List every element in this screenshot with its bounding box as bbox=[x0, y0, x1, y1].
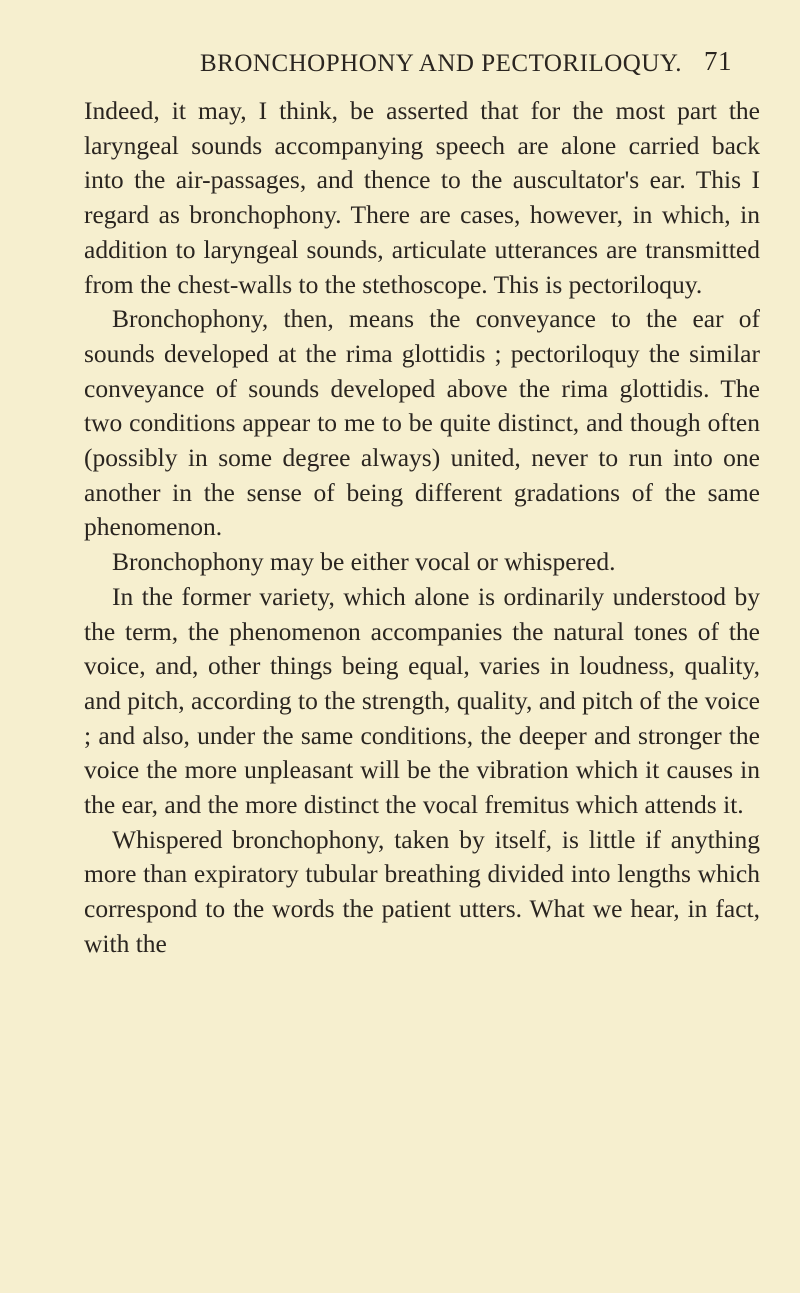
paragraph-2: Bronchophony, then, means the conveyance to the ear of sounds developed at the rima glottidis ; pectoriloquy the similar conveyance of sounds developed above the rima glottidis. The two conditions appear to me to be quite distinct, and though often (possibly in some degree always) united, never to run into one another in the sense of being different gradations of the same phenomenon. bbox=[84, 304, 760, 542]
body-text bbox=[84, 94, 760, 962]
page-number: 71 bbox=[704, 46, 732, 76]
page-header bbox=[84, 40, 760, 80]
paragraph-5: Whispered bronchophony, taken by itself, is little if anything more than expiratory tubular breathing divided into lengths which correspond to the words the patient utters. What we hear, in fact, with the bbox=[84, 824, 760, 958]
paragraph-1: Indeed, it may, I think, be asserted that for the most part the laryngeal sounds accompanying speech are alone carried back into the air-passages, and thence to the auscultator's ear. This I regard as bronchophony. There are cases, however, in which, in addition to laryngeal sounds, articulate utterances are transmitted from the chest-walls to the stethoscope. This is pectoriloquy. bbox=[84, 96, 760, 299]
running-head: BRONCHOPHONY AND PECTORILOQUY. bbox=[200, 50, 682, 77]
paragraph-3: Bronchophony may be either vocal or whispered. bbox=[112, 547, 616, 577]
paragraph-4: In the former variety, which alone is ordinarily understood by the term, the phenomenon accompanies the natural tones of the voice, and, other things being equal, varies in loudness, quality, and pitch, according to the strength, quality, and pitch of the voice ; and also, under the same conditions, the deeper and stronger the voice the more unpleasant will be the vibration which it causes in the ear, and the more distinct the vocal fremitus which attends it. bbox=[84, 581, 760, 820]
